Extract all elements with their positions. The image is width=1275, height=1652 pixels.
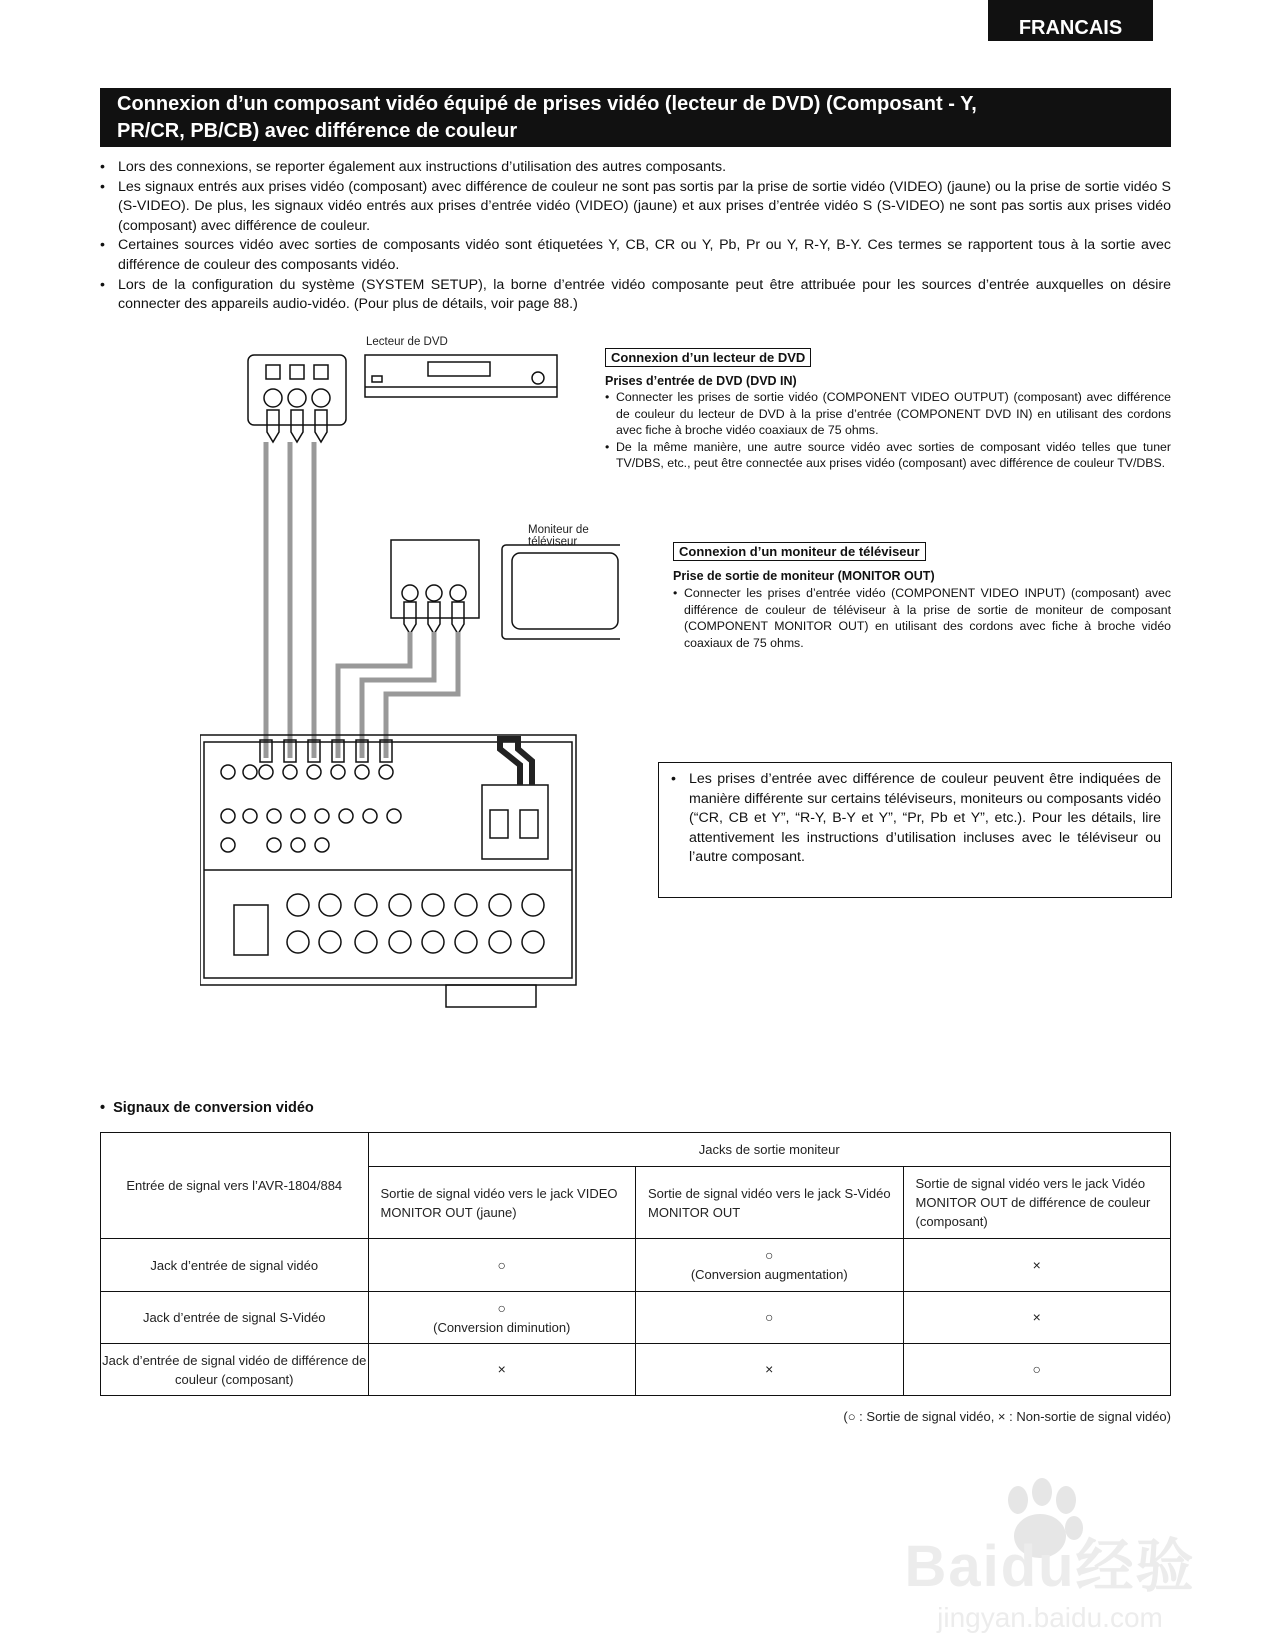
watermark-brand: Baidu经验: [904, 1534, 1196, 1599]
table-cell-symbol: ○: [1032, 1361, 1041, 1377]
table-cell-symbol: ○: [497, 1256, 506, 1273]
tv-connection-bullet: • Connecter les prises d’entrée vidéo (COMPONENT VIDEO INPUT) (composant) avec différence de couleur de téléviseur à la prise de sortie de moniteur de composant (COMPONENT MONITOR OUT) en utilisant des cordons avec fiche à broche vidéo coaxiaux de 75 ohms.: [673, 585, 1171, 651]
table-row-label: Jack d’entrée de signal vidéo de différence de couleur (composant): [101, 1344, 369, 1396]
table-row: [101, 1344, 1171, 1396]
language-tab-label: FRANCAIS: [1018, 17, 1123, 39]
table-cell: [636, 1292, 904, 1344]
intro-bullet: • Les signaux entrés aux prises vidéo (composant) avec différence de couleur ne sont pas sortis par la prise de sortie vidéo (VIDEO) (jaune) ou la prise de sortie vidéo S (S-VIDEO). De plus, les signaux vidéo entrés aux prises d’entrée vidéo (VIDEO) (jaune) et aux prises d’entrée vidéo S (S-VIDEO) ne sont pas sortis aux prises vidéo (composant) avec différence de couleur.: [100, 178, 1171, 237]
table-cell-symbol: ×: [497, 1361, 506, 1377]
section-title-line2: PR/CR, PB/CB) avec différence de couleur: [117, 120, 518, 142]
note-bullet-mark: •: [671, 771, 676, 787]
table-cell: [903, 1292, 1171, 1344]
table-column-header: Sortie de signal vidéo vers le jack VIDEO MONITOR OUT (jaune): [368, 1167, 636, 1239]
tv-connection-bullets: [673, 585, 1171, 651]
dvd-jack-label-box: [314, 365, 328, 379]
table-cell: [903, 1239, 1171, 1292]
dvd-connection-bullet: • De la même manière, une autre source vidéo avec sorties de composant vidéo telles que tuner TV/DBS, etc., peut être connectée aux prises vidéo (composant) avec différence de couleur TV/DBS.: [605, 439, 1171, 472]
table-corner-cell: Entrée de signal vers l’AVR-1804/884: [101, 1133, 369, 1239]
note-text: Les prises d’entrée avec différence de couleur peuvent être indiquées de manière différente sur certains téléviseurs, moniteurs ou composants vidéo (“CR, CB et Y”, “R-Y, B-Y et Y”, “Pr, Pb et Y”, etc.). Pour les détails, lire attentivement les instructions d’utilisation incluses avec le téléviseur ou l’autre composant.: [689, 771, 1161, 866]
dvd-connection-subheading: Prises d’entrée de DVD (DVD IN): [605, 374, 797, 388]
intro-bullet: • Certaines sources vidéo avec sorties de composants vidéo sont étiquetées Y, CB, CR ou Y, Pb, Pr ou Y, R-Y, B-Y. Ces termes se rapportent tous à la sortie avec différence de couleur des composants vidéo.: [100, 236, 1171, 275]
receiver-foot: [446, 985, 536, 1007]
table-legend: (○ : Sortie de signal vidéo, × : Non-sortie de signal vidéo): [843, 1409, 1171, 1424]
table-column-header: Sortie de signal vidéo vers le jack S-Vidéo MONITOR OUT: [636, 1167, 904, 1239]
table-cell: [368, 1239, 636, 1292]
video-conversion-table: [100, 1132, 1171, 1396]
table-column-header: Sortie de signal vidéo vers le jack Vidéo MONITOR OUT de différence de couleur (composant): [903, 1167, 1171, 1239]
table-row: [101, 1292, 1171, 1344]
tv-monitor-label: Moniteur de téléviseur: [528, 524, 589, 548]
table-cell-symbol: ○: [765, 1309, 774, 1325]
table-cell-note: (Conversion diminution): [433, 1319, 571, 1335]
dvd-jack-label-box: [266, 365, 280, 379]
table-cell-symbol: ○: [497, 1299, 506, 1316]
dvd-connection-box-title: Connexion d’un lecteur de DVD: [605, 348, 811, 367]
rca-plug: [267, 410, 279, 442]
tv-connection-subheading: Prise de sortie de moniteur (MONITOR OUT): [673, 569, 935, 583]
rca-plug: [291, 410, 303, 442]
intro-bullet-list: [100, 158, 1171, 315]
table-cell-symbol: ×: [1032, 1256, 1041, 1273]
rca-plug: [315, 410, 327, 442]
table-group-header: Jacks de sortie moniteur: [368, 1133, 1171, 1167]
note-box: [658, 762, 1172, 898]
dvd-output-jack: [312, 389, 330, 407]
connection-diagram-svg: [200, 340, 620, 1070]
table-row-label: Jack d’entrée de signal S-Vidéo: [101, 1292, 369, 1344]
table-cell: [636, 1344, 904, 1396]
dvd-connection-bullet: • Connecter les prises de sortie vidéo (COMPONENT VIDEO OUTPUT) (composant) avec différence de couleur du lecteur de DVD à la prise d’entrée (COMPONENT DVD IN) en utilisant des cordons avec fiche à broche vidéo coaxiaux de 75 ohms.: [605, 389, 1171, 439]
table-cell-symbol: ×: [765, 1361, 774, 1377]
dvd-jack-label-box: [290, 365, 304, 379]
table-cell-symbol: ×: [1032, 1309, 1041, 1325]
table-cell: [368, 1292, 636, 1344]
table-cell: [368, 1344, 636, 1396]
table-section-heading: • Signaux de conversion vidéo: [100, 1100, 314, 1116]
dvd-output-jack: [288, 389, 306, 407]
table-cell: [636, 1239, 904, 1292]
table-header-row: [101, 1133, 1171, 1167]
intro-bullet: • Lors des connexions, se reporter également aux instructions d’utilisation des autres composants.: [100, 158, 1171, 178]
intro-bullet: • Lors de la configuration du système (SYSTEM SETUP), la borne d’entrée vidéo composante peut être attribuée pour les sources d’entrée auxquelles on désire connecter des appareils audio-vidéo. (Pour plus de détails, voir page 88.): [100, 276, 1171, 315]
speaker-terminals: [234, 894, 544, 955]
dvd-player-label: Lecteur de DVD: [366, 336, 448, 348]
watermark: [900, 1478, 1200, 1638]
table-cell: [903, 1344, 1171, 1396]
table-row-label: Jack d’entrée de signal vidéo: [101, 1239, 369, 1292]
dvd-connection-bullets: [605, 389, 1171, 472]
section-title: [100, 88, 1171, 147]
tv-monitor: [502, 545, 620, 639]
cable: [386, 632, 458, 758]
table-section-heading-text: Signaux de conversion vidéo: [113, 1100, 314, 1116]
table-cell-symbol: ○: [765, 1247, 774, 1263]
section-title-line1: Connexion d’un composant vidéo équipé de prises vidéo (lecteur de DVD) (Composant - Y,: [117, 93, 977, 115]
watermark-url: jingyan.baidu.com: [937, 1602, 1163, 1633]
language-tab: [988, 0, 1153, 41]
table-cell-note: (Conversion augmentation): [690, 1267, 848, 1282]
receiver-jacks: [221, 765, 401, 852]
connection-diagram: [200, 336, 620, 1070]
dvd-output-jack: [264, 389, 282, 407]
tv-connection-box-title: Connexion d’un moniteur de téléviseur: [673, 542, 926, 561]
table-row: [101, 1239, 1171, 1292]
